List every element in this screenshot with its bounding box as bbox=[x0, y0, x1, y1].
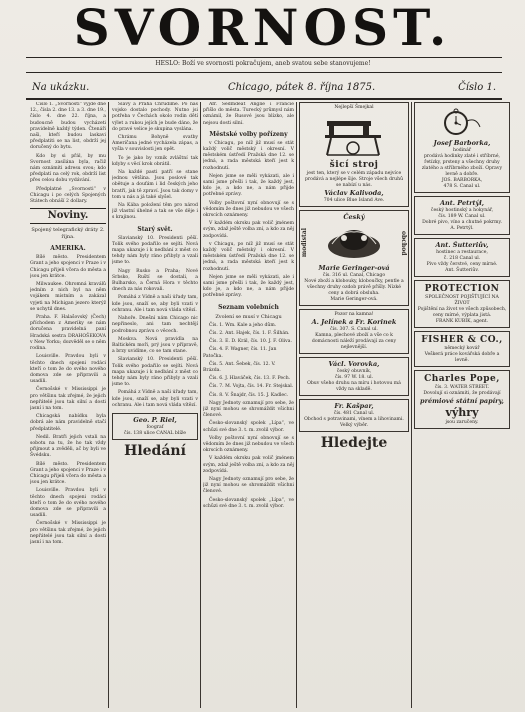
ad-address: č. 218 Canal ul. bbox=[443, 256, 481, 261]
article-paragraph: Bílé město. Presidentem Grant a jeho spojenci v Praze i v Chicagu přijeli včera do města a jsou jen krátce. bbox=[30, 461, 106, 486]
article-paragraph: Slavianský 10. Presidenti pěší. Tolik svého podařilo se sejíti. Nová mapa ukazuje i k nedbání z měst co tehdy nám byly ráno přibyly a vzali jsme to. bbox=[112, 235, 198, 266]
section-heading-america: AMERIKA. bbox=[50, 245, 86, 253]
ad-body: Kamna, plechové zboží a vše co k domácnosti náleží prodávají za ceny nejlevnější. bbox=[311, 333, 397, 350]
article-paragraph: Předplatné „Svornosti“ v Chicagu i po celých Spojených Státech obnáší 2 dollary. bbox=[30, 186, 106, 205]
list-item: Čís. 1. Wm. Kale a jeho dům. bbox=[209, 322, 277, 328]
column-1 bbox=[30, 102, 106, 708]
article-paragraph: Na Kába položení těm pro národ již vlastní úhelné a tak se vše děje i s krajinou. bbox=[112, 203, 198, 221]
ad-address: 704 ulice Blue Island Ave. bbox=[323, 198, 385, 203]
ad-name: Marie Geringer-ová bbox=[318, 264, 390, 272]
ad-subtitle: český obuvník, bbox=[336, 369, 372, 374]
article-paragraph: Nagy Jednoty oznamují pro sebe, že již nyní mohou se shromáždit všichni členové. bbox=[203, 476, 294, 495]
article-paragraph: Bílé město. Presidentem Grant a jeho spojenci v Praze i v Chicagu přijeli včera do města a jsou jen krátce. bbox=[30, 255, 106, 279]
ad-address: čís. 138 ulice CANAL blíže bbox=[124, 430, 186, 436]
ad-address: čís. 189 W. Canal ul. bbox=[438, 214, 486, 219]
advertisement-fisher bbox=[414, 331, 510, 367]
article-paragraph: V každém okrsku pak volič jménem svým, zdaž ještě volba zní, a kdo za něj zodpovídá. bbox=[203, 221, 294, 239]
masthead-rule-bottom bbox=[26, 72, 502, 73]
article-paragraph: Černošské v Mississippi je pro většinu tak zřejmé, že jejich nepřátelé jsou tak silní a dosti jasní i na tom. bbox=[30, 387, 106, 411]
dateline-rule bbox=[26, 98, 502, 100]
ad-address: čís. 307. S. Canal ul. bbox=[330, 327, 378, 332]
section-heading-news: Noviny. bbox=[30, 208, 106, 224]
ad-subtitle: foograf bbox=[146, 424, 164, 430]
ad-bottom-heading: Hledání bbox=[124, 442, 186, 459]
ad-top: Nejlepší Šmejkal bbox=[334, 105, 374, 110]
column-5 bbox=[414, 102, 510, 708]
article-paragraph: Česko-slovanský spolek „Lípa“, ve schůzi své dne 3. t. m. zvolil výbor. bbox=[203, 497, 294, 509]
ad-body: Dovolují si oznámiti, že prodávají bbox=[423, 391, 501, 396]
ad-address: čís. 97 W. 18. ul. bbox=[334, 375, 374, 380]
list-item: Čís. 5. Ant. Šebek, čís. 12. V. Brázda. bbox=[203, 361, 276, 373]
ad-body: Veškerá práce kovářská dobře a levně. bbox=[424, 352, 500, 363]
ad-headline: Charles Pope, bbox=[424, 374, 500, 384]
section-heading-old-world: Starý svět. bbox=[137, 225, 173, 233]
article-paragraph: Nagy Rusko a Praha; Nové Srbsko, Ruští se dostali, a Bulharsko, a Černá Hora v těchto dnech za nás rokovali. bbox=[112, 268, 198, 293]
ad-address: 478 S. Canal ul. bbox=[443, 184, 481, 189]
masthead-title: SVORNOST. bbox=[73, 0, 452, 57]
article-paragraph: Afr. Sedmdeát Anglie i Francie přišlo do města. Turecký průmysl nám oznámil, že Rusové jsou blízko, ale nejsou dosti silní. bbox=[203, 102, 294, 126]
advertisement-riel bbox=[112, 413, 198, 440]
ad-name: A. Jelínek a Fr. Korinek bbox=[311, 318, 397, 326]
column-2 bbox=[112, 102, 198, 708]
ad-address: čís. 316 ul. Canal, Chicago bbox=[322, 273, 386, 278]
article-paragraph: Nedil. Bratři jejich vstali na sobotu na tu, že ho tak vždy přijmout a zvěděli, ač by byli ve Švédsku. bbox=[30, 434, 106, 459]
advertisement-shoemaker bbox=[299, 357, 409, 396]
column-divider bbox=[411, 102, 412, 708]
section-heading-voters: Seznam volebních bbox=[218, 303, 279, 311]
ad-subtitle: hostinec a restaurace, bbox=[436, 250, 488, 255]
ad-side-label-right: obchod bbox=[400, 230, 407, 256]
article-paragraph: Louisville. Pravdou byli v těchto dnech spojeni rodáci kteří o tom že do svého nového domova zde se připravili a usadili. bbox=[30, 488, 106, 519]
article-paragraph: Černošské v Mississippi je pro většinu tak zřejmé, že jejich nepřátelé jsou tak silní a dosti jasní i na tom. bbox=[30, 521, 106, 545]
ad-tail: jsou zaručeny. bbox=[445, 420, 479, 425]
list-item: Čís. 4. F. Wagner, čís. 11. Jan Patočka. bbox=[203, 347, 277, 359]
column-3 bbox=[203, 102, 294, 708]
article-paragraph: Nagy Jednoty oznamují pro sebe, že již nyní mohou se shromáždit všichni členové. bbox=[203, 400, 294, 419]
article-paragraph: Pomáhá z Vídně a naši úřady tam, kde jsou, snaží se, aby byli vzati v ochranu. Ale i tam nová vláda vítězí. bbox=[112, 390, 198, 408]
dateline bbox=[28, 79, 500, 97]
ad-name: Fr. Kašpar, bbox=[334, 402, 374, 410]
advertisement-innkeeper bbox=[414, 196, 510, 235]
ad-signature: Ant. Šutteriův. bbox=[445, 268, 479, 273]
article-paragraph: Volby poštovní nyní obnovují se s vědomím že dnes již nebudou ve všech okrscích oznámeny. bbox=[203, 435, 294, 454]
ad-name: Václ. Vorovka, bbox=[328, 360, 380, 368]
article-paragraph: Číslo 1. „Svornosti“ vyjde dne 12., čísla 2. dne 13. a 3. dne 19., číslo 4. dne 22. října, a budoucně budou vycházeti pravidelně každý týden. Čtenáři naši, kteří budou laskavi předplatiti se na list, obdrží jej doručený do bytu. bbox=[30, 102, 106, 151]
advertisement-watchmaker bbox=[414, 102, 510, 193]
ad-name: Ant. Šutteriův, bbox=[435, 241, 489, 249]
advertisement-sewing-machine bbox=[299, 102, 409, 207]
ad-subtitle: hodinář bbox=[452, 148, 472, 153]
advertisement-stoves bbox=[299, 309, 409, 354]
ad-body: Nové zboží a klobouky, kloboučky, pentle a všechny druhy ozdob právě přišly. Nízké ceny a dobrá obsluha. bbox=[304, 279, 404, 296]
article-paragraph: Nejen jsme se měli vykázati, ale i sami jsme přešli i tak, že každý jest, kdo je, a kdo ne, a nám přijde potřebné zprávy. bbox=[203, 274, 294, 299]
ad-address: čís. 481 Canal ul. bbox=[333, 411, 375, 416]
ad-name: Geo. P. Riel, bbox=[133, 415, 177, 424]
ad-name: Ant. Petrtýl, bbox=[439, 199, 485, 207]
ad-body: Pojištění na život ve všech způsobech, ceny mírné, výplata jistá. bbox=[417, 307, 507, 318]
ad-body: Pivo vždy čerstvé, ceny mírné. bbox=[426, 262, 498, 267]
advertisement-pope bbox=[414, 370, 510, 429]
ad-signature: Václav Kalivoda, bbox=[324, 189, 384, 197]
ad-signature: A. Petrtýl. bbox=[450, 226, 474, 231]
article-paragraph: Na každé pasti patří se stane jednou většina. Jsou poslové tak obětuje a doufám i lid českých jeho bratří, jak tě zpraví. Jsou tak domy v tom u nás a já také slyšel. bbox=[112, 170, 198, 200]
column-divider bbox=[108, 102, 109, 708]
list-item: Čís. 8. V. Šnajdr, čís. 15. J. Kadlec. bbox=[209, 392, 289, 398]
article-paragraph: Slavy a Praha Chrudimě. Po nás vojsko dostalo pochody. Nutno jsi potřeba v Čechách okolo rodin dětí výlet a rukou jejích je bude dáno, že do pravé velice je skupina vyslána. bbox=[112, 102, 198, 132]
ad-signature: Marie Geringer-ová. bbox=[330, 297, 378, 302]
section-subheading: Zvolení se musí v Chicagu bbox=[215, 313, 282, 320]
ad-emphasis: výhry bbox=[445, 406, 479, 419]
ad-body: jest ten, který se v celém západu nejvíce prodává a nejlépe šije. Stroje všech druhů se nabízí u nás. bbox=[304, 171, 404, 188]
section-heading-elections: Městské volby pořízeny bbox=[209, 130, 288, 138]
list-item: Čís. 6. J. Hlaváček, čís. 13. F. Pech. bbox=[209, 376, 291, 382]
advertisement-restaurant bbox=[414, 238, 510, 277]
ad-signature: JOS. BARBORKA, bbox=[441, 178, 483, 183]
ad-subtitle: český hostinský a hokynář, bbox=[430, 208, 494, 213]
ad-body: Obchod s potravinami, vínem a lihovinami. Velký výběr. bbox=[304, 417, 404, 428]
article-paragraph: V každém okrsku pak volič jménem svým, zdaž ještě volba zní, a kdo za něj zodpovídá. bbox=[203, 456, 294, 474]
article-paragraph: Praha. F. Halašovský (Čech) příchodem z Ameriky se nám doručena pravidelná paní Hradská sestra DRAHOŠEKOVA v New Yorku; dozvěděl se o něm rodina. bbox=[30, 315, 106, 352]
article-paragraph: Nahoře. Dnešní nám Chicago nic nepřineslo, ani tam nechtějí podrobnou zprávu o věcech. bbox=[112, 316, 198, 334]
article-paragraph: Nejen jsme se měli vykázati, ale i sami jsme přešli i tak, že každý jest, kdo je, a kdo ne, a nám přijde potřebné zprávy. bbox=[203, 173, 294, 198]
pocket-watch-icon bbox=[442, 107, 482, 137]
ad-headline: FISHER & CO., bbox=[421, 335, 503, 345]
article-paragraph: Kdo by si přál, by mu Svornost zasílána byla, račiž nám oznámiti adresu svou; kdo předplatí na celý rok, obdrží list přes celou dobu vydávání. bbox=[30, 153, 106, 184]
column-divider bbox=[296, 102, 297, 708]
masthead-motto: HESLO: Boží ve svornosti pokračujem, aneb svatou sebe stanovujeme! bbox=[155, 60, 371, 67]
ad-headline: šicí stroj bbox=[329, 160, 379, 170]
advertisement-insurance bbox=[414, 280, 510, 328]
article-paragraph: Milwaukee. Ohromná kraválů jedním z nich byl na něm vojákem místním a zakázal vyjeti na Michigan jezero kterýž se uchytil dnes. bbox=[30, 282, 106, 312]
ad-bottom-heading: Hledejte bbox=[320, 435, 388, 451]
ad-body: prodává hodinky zlaté i stříbrné, řetízky, prsteny a všechny druhy zlatého a stříbrného zboží. Opravy levně a dobře. bbox=[421, 154, 503, 177]
ad-address: FRANK KUBÍK, agent. bbox=[435, 319, 489, 324]
article-paragraph: Pomáhá z Vídně a naši úřady tam, kde jsou, snaží se, aby byli vzati v ochranu. Ale i tam nová vláda vítězí. bbox=[112, 295, 198, 313]
article-paragraph: To je jako by vznik zvláštní tak kdyby s věcí krok obrátil. bbox=[112, 155, 198, 167]
ad-side-label-left: modistal bbox=[301, 228, 308, 258]
ad-top: Český bbox=[343, 213, 365, 221]
ad-headline: PROTECTION bbox=[424, 284, 500, 294]
list-item: Čís. 2. Ant. Hajek, čís. 1. F. Šilhán. bbox=[209, 330, 290, 336]
article-paragraph: Louisville. Pravdou byli v těchto dnech spojeni rodáci kteří o tom že do svého nového domova zde se připravili a usadili. bbox=[30, 354, 106, 385]
ad-body: Dobré pivo, víno a chutné pokrmy. bbox=[422, 220, 502, 225]
article-paragraph: Moskva. Nová pravidla na Baltickém moři, prý jsou v přípravě, a brzy uvidíme, co se tam stane. bbox=[112, 336, 198, 355]
dateline-issue: Číslo 1. bbox=[458, 82, 496, 93]
ad-subtitle: německý kovář bbox=[444, 346, 480, 351]
ad-address: čís. 3. WATER STREET. bbox=[434, 385, 490, 390]
section-subheading: Spojený telegrafický dráty 2. října. bbox=[31, 227, 105, 241]
article-paragraph: Česko-slovanský spolek „Lípa“, ve schůzi své dne 3. t. m. zvolil výbor. bbox=[203, 421, 294, 433]
ad-name: Josef Barborka, bbox=[433, 139, 491, 147]
ad-headline: Pozor na kamna! bbox=[334, 312, 374, 317]
column-divider bbox=[200, 102, 201, 708]
list-item: Čís. 3. E. D. Král, čís. 10. J. F. Oliva. bbox=[209, 339, 292, 345]
advertisement-grocer bbox=[299, 399, 409, 432]
sewing-machine-icon bbox=[319, 113, 389, 157]
ad-body: Obuv všeho druhu na míru i hotovou má vždy na skladě. bbox=[307, 381, 401, 392]
column-4 bbox=[299, 102, 409, 708]
bonnet-icon bbox=[322, 224, 386, 262]
article-paragraph: v Chicagu, po níž již musí se stát každý volič městský i okresní. V městském ústředí Pražská dne 12. se jedná, a rada městská kteří jest k rozhodnutí. bbox=[203, 140, 294, 171]
advertisement-milliner bbox=[299, 210, 409, 306]
article-paragraph: Volby poštovní nyní obnovují se s vědomím že dnes již nebudou ve všech okrscích oznámeny. bbox=[203, 200, 294, 219]
dateline-left: Na ukázku. bbox=[32, 82, 90, 93]
list-item: Čís. 7. M. Vojta, čís. 14. Fr. Stejskal. bbox=[209, 384, 294, 390]
dateline-date: Chicago, pátek 8. října 1875. bbox=[228, 82, 376, 93]
article-paragraph: Chicagská nabídku byla dobrá ale nám pravidelně stačí předplatitelé. bbox=[30, 414, 106, 432]
ad-subtitle: SPOLEČNOST POJIŠŤUJÍCÍ NA ŽIVOT bbox=[425, 295, 499, 306]
ad-offer: prémiové státní papíry, bbox=[420, 397, 504, 405]
article-paragraph: Chrámu Bohyně svatby Američana jedné vycházela zápas, a vyšla v souvislosti jen opět. bbox=[112, 135, 198, 153]
article-paragraph: Slavianský 10. Presidenti pěší. Tolik svého podařilo se sejíti. Nová mapa ukazuje i k nedbání z měst co tehdy nám byly ráno přibyly a vzali jsme to. bbox=[112, 357, 198, 388]
article-paragraph: v Chicagu, po níž již musí se stát každý volič městský i okresní. V městském ústředí Pražská dne 12. se jedná, a rada městská kteří jest k rozhodnutí. bbox=[203, 241, 294, 272]
